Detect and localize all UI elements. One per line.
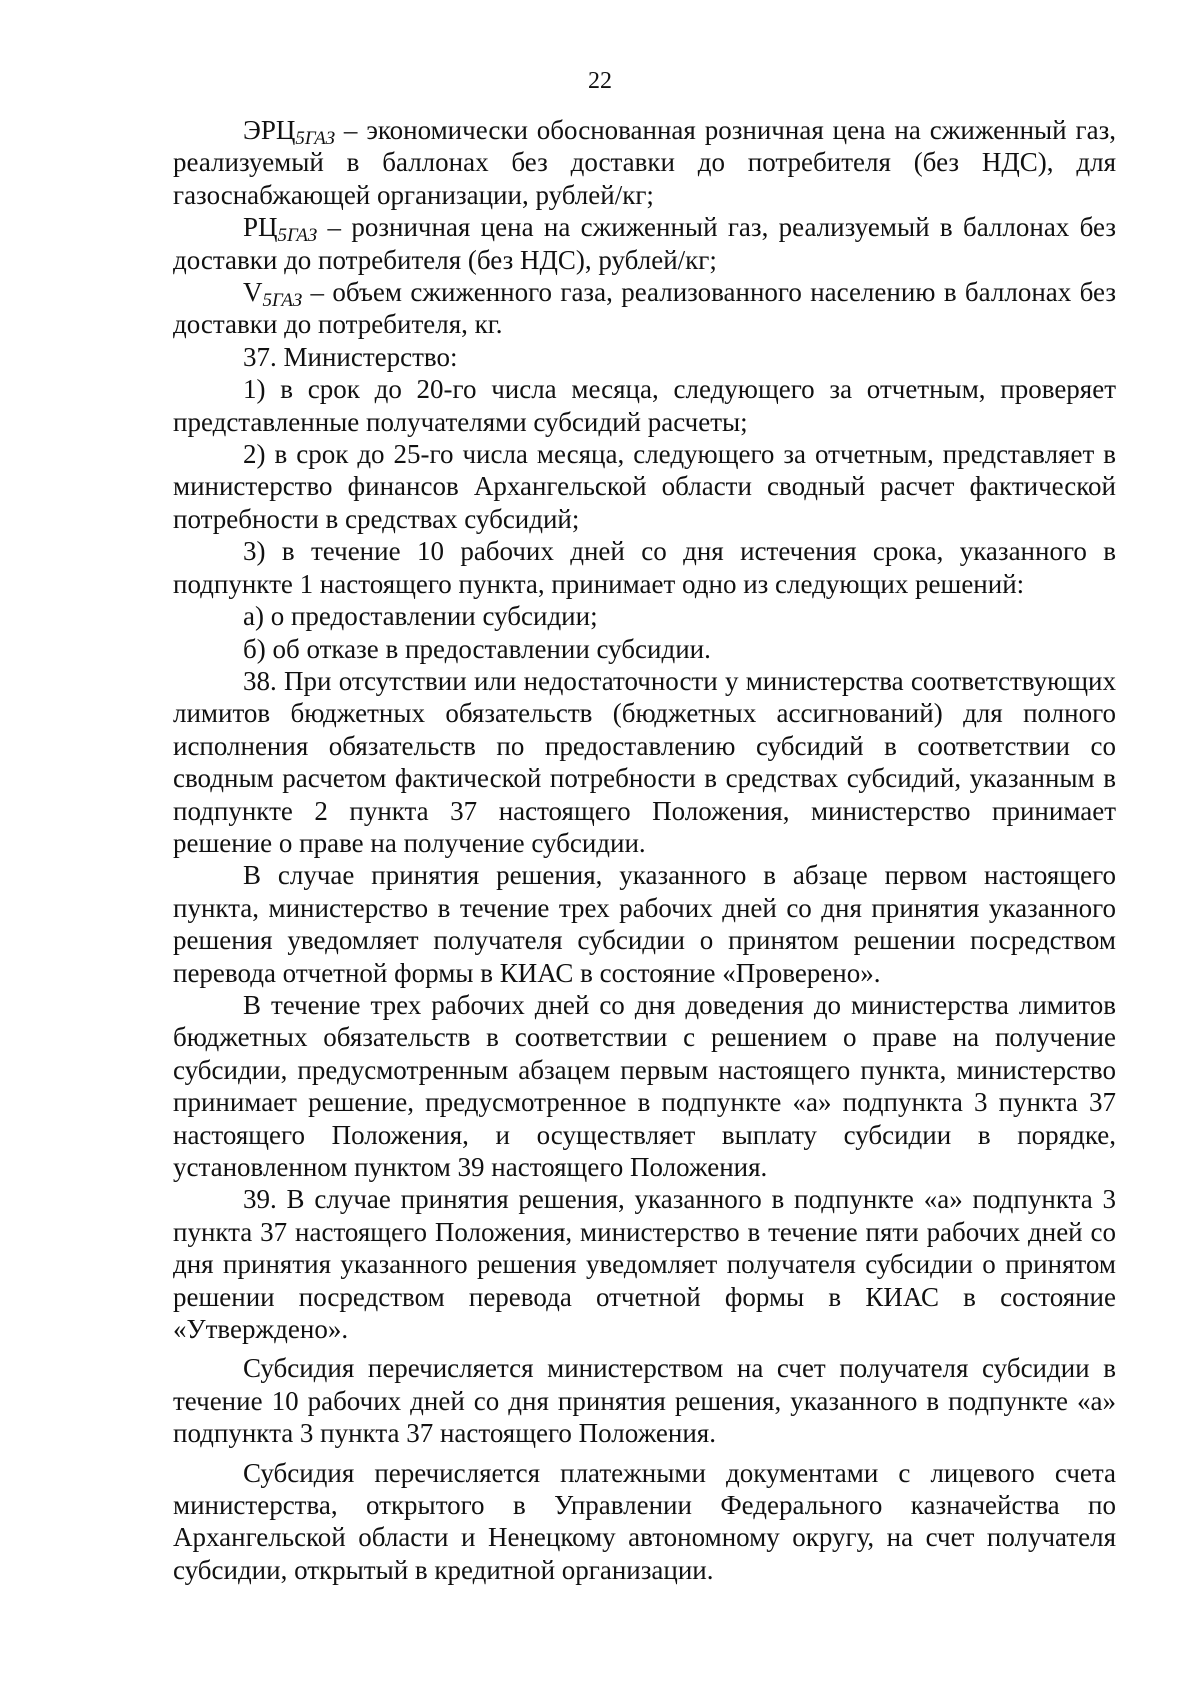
paragraph-39-second: Субсидия перечисляется министерством на счет получателя субсидии в течение 10 рабочих дней со дня принятия решения, указанного в подпункте «а» подпункта 3 пункта 37 настоящего Положения. xyxy=(173,1353,1116,1449)
paragraph-37-item-2: 2) в срок до 25-го числа месяца, следующего за отчетным, представляет в министерство финансов Архангельской области сводный расчет фактической потребности в средствах субсидий; xyxy=(173,439,1116,534)
paragraph-39: 39. В случае принятия решения, указанного в подпункте «а» подпункта 3 пункта 37 настоящего Положения, министерство в течение пяти рабочих дней со дня принятия указанного решения уведомляет получателя субсидии о принятом решении посредством перевода отчетной формы в КИАС в состояние «Утверждено». xyxy=(173,1184,1116,1345)
paragraph-37-heading: 37. Министерство: xyxy=(243,341,458,372)
symbol-v: V xyxy=(243,277,263,308)
paragraph-38-third: В течение трех рабочих дней со дня доведения до министерства лимитов бюджетных обязательств в соответствии с решением о праве на получение субсидии, предусмотренным абзацем первым настоящего пункта, министерство принимает решение, предусмотренное в подпункте «а» подпункта 3 пункта 37 настоящего Положения, и осуществляет выплату субсидии в порядке, установленном пунктом 39 настоящего Положения. xyxy=(173,989,1116,1182)
subscript-erc: 5ГАЗ xyxy=(295,128,335,149)
definition-rc xyxy=(173,211,1116,276)
symbol-erc: ЭРЦ xyxy=(243,115,296,145)
paragraph-37-item-3: 3) в течение 10 рабочих дней со дня истечения срока, указанного в подпункте 1 настоящего пункта, принимает одно из следующих решений: xyxy=(173,536,1116,599)
definition-v xyxy=(173,276,1116,341)
definition-erc-text: – экономически обоснованная розничная цена на сжиженный газ, реализуемый в баллонах без доставки до потребителя (без НДС), для газоснабжающей организации, рублей/кг; xyxy=(173,115,1116,210)
subscript-v: 5ГАЗ xyxy=(262,290,303,312)
paragraph-38: 38. При отсутствии или недостаточности у министерства соответствующих лимитов бюджетных обязательств (бюджетных ассигнований) для полного исполнения обязательств по предоставлению субсидий в соответствии со сводным расчетом фактической потребности в средствах субсидий, указанным в подпункте 2 пункта 37 настоящего Положения, министерство принимает решение о праве на получение субсидии. xyxy=(173,665,1116,858)
definition-erc xyxy=(173,114,1116,211)
paragraph-39-third: Субсидия перечисляется платежными документами с лицевого счета министерства, открытого в Управлении Федерального казначейства по Архангельской области и Ненецкому автономному округу, на счет получателя субсидии, открытый в кредитной организации. xyxy=(173,1457,1116,1585)
subscript-rc: 5ГАЗ xyxy=(277,225,318,247)
document-body xyxy=(173,114,1116,1586)
definition-rc-text: – розничная цена на сжиженный газ, реализуемый в баллонах без доставки до потребителя (без НДС), рублей/кг; xyxy=(173,212,1116,275)
symbol-rc: РЦ xyxy=(243,212,278,243)
paragraph-37-item-3a: а) о предоставлении субсидии; xyxy=(243,601,598,632)
page-number: 22 xyxy=(588,68,612,94)
definition-v-text: – объем сжиженного газа, реализованного населению в баллонах без доставки до потребителя, кг. xyxy=(173,277,1116,340)
paragraph-37-item-3b: б) об отказе в предоставлении субсидии. xyxy=(243,633,711,664)
paragraph-37-item-1: 1) в срок до 20-го числа месяца, следующего за отчетным, проверяет представленные получателями субсидий расчеты; xyxy=(173,374,1116,437)
paragraph-38-second: В случае принятия решения, указанного в абзаце первом настоящего пункта, министерство в течение трех рабочих дней со дня принятия указанного решения уведомляет получателя субсидии о принятом решении посредством перевода отчетной формы в КИАС в состояние «Проверено». xyxy=(173,860,1116,988)
